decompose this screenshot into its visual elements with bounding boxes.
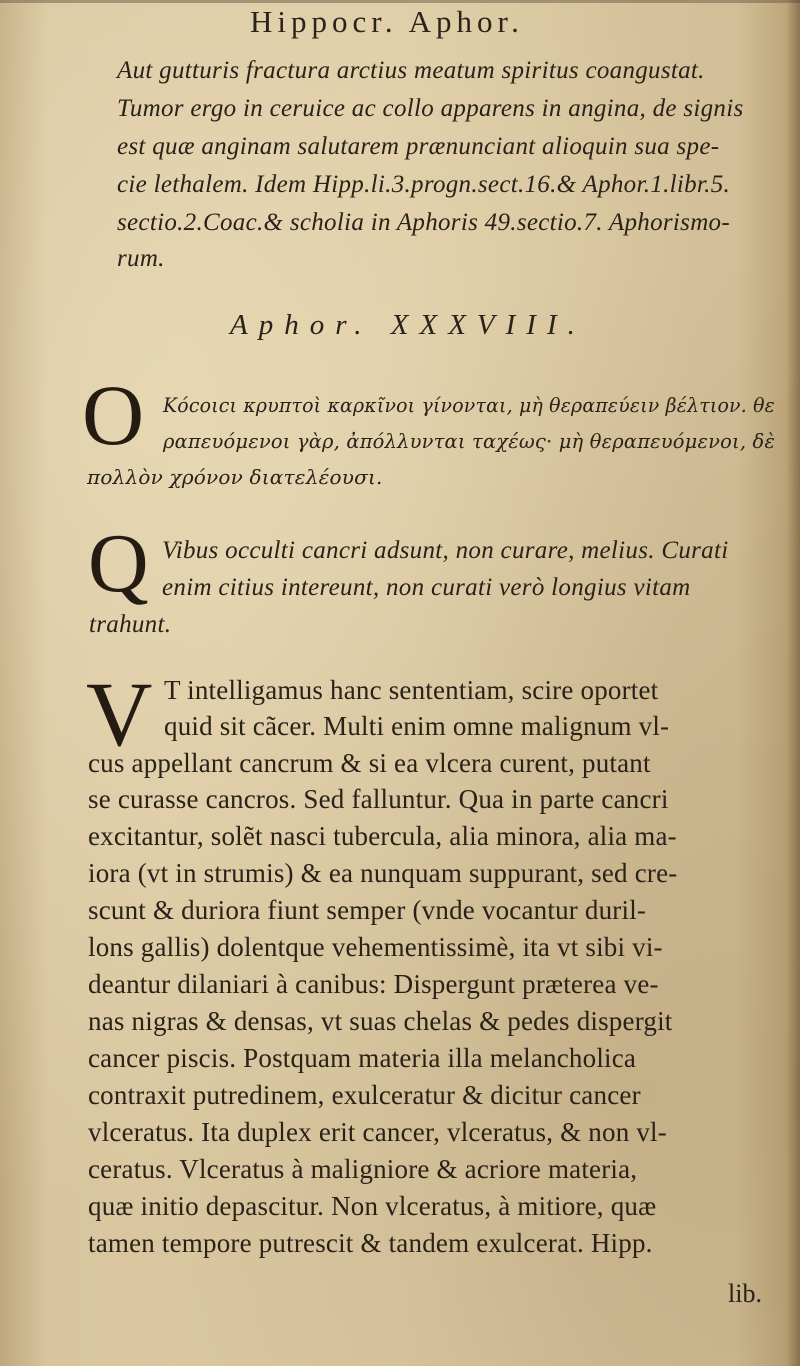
commentary-line: lons gallis) dolentque vehementissimè, ita vt sibi vi- <box>88 932 663 962</box>
intro-line: sectio.2.Coac.& scholia in Aphoris 49.sectio.7. Aphorismo- <box>117 209 730 236</box>
commentary-line: cancer piscis. Postquam materia illa melancholica <box>88 1043 637 1073</box>
commentary-line: quæ initio depascitur. Non vlceratus, à mitiore, quæ <box>88 1191 657 1221</box>
running-head: Hippocr. Aphor. <box>250 4 524 39</box>
greek-line: ραπευόμενοι γὰρ, ἀπόλλυνται ταχέως· μὴ θεραπευόμενοι, δὲ <box>163 429 776 453</box>
catchword: lib. <box>728 1279 762 1308</box>
commentary-line: ceratus. Vlceratus à maligniore & acriore materia, <box>88 1154 638 1184</box>
latin-line: Vibus occulti cancri adsunt, non curare, melius. Curati <box>162 537 729 564</box>
commentary-line: tamen tempore putrescit & tandem exulcerat. Hipp. <box>88 1228 653 1258</box>
commentary-line: scunt & duriora fiunt semper (vnde vocantur duril- <box>88 895 647 925</box>
commentary-line: vlceratus. Ita duplex erit cancer, vlceratus, & non vl- <box>88 1117 667 1147</box>
commentary-dropcap: V <box>86 663 153 765</box>
intro-line: cie lethalem. Idem Hipp.li.3.progn.sect.16.& Aphor.1.libr.5. <box>117 171 731 198</box>
greek-line: Κόϲοιϲι κρυπτοὶ καρκῖνοι γίνονται, μὴ θεραπεύειν βέλτιον. θε <box>163 393 776 417</box>
commentary-line: nas nigras & densas, vt suas chelas & pedes dispergit <box>88 1006 673 1036</box>
intro-line: Tumor ergo in ceruice ac collo apparens in angina, de signis <box>117 95 744 122</box>
commentary-line: contraxit putredinem, exulceratur & dicitur cancer <box>88 1080 641 1110</box>
commentary-line: iora (vt in strumis) & ea nunquam suppurant, sed cre- <box>88 858 678 888</box>
commentary-line: excitantur, solẽt nasci tubercula, alia minora, alia ma- <box>88 821 677 851</box>
intro-line: rum. <box>117 245 165 272</box>
latin-line: trahunt. <box>89 611 172 638</box>
commentary-line: se curasse cancros. Sed falluntur. Qua in parte cancri <box>88 784 669 814</box>
aphorism-heading: Aphor. XXXVIII. <box>230 309 586 341</box>
intro-line: est quæ anginam salutarem prænunciant alioquin sua spe- <box>117 133 720 160</box>
commentary-line: cus appellant cancrum & si ea vlcera curent, putant <box>88 748 651 778</box>
greek-line: πολλὸν χρόνον διατελέουσι. <box>87 465 383 489</box>
intro-line: Aut gutturis fractura arctius meatum spiritus coangustat. <box>117 57 705 84</box>
greek-dropcap: O <box>82 367 145 463</box>
top-rule <box>0 0 800 3</box>
commentary-line: T intelligamus hanc sententiam, scire oportet <box>164 675 659 705</box>
latin-line: enim citius intereunt, non curati verò longius vitam <box>162 574 691 601</box>
commentary-line: quid sit cãcer. Multi enim omne malignum vl- <box>164 711 670 741</box>
latin-dropcap: Q <box>88 517 149 610</box>
commentary-line: deantur dilaniari à canibus: Dispergunt præterea ve- <box>88 969 659 999</box>
